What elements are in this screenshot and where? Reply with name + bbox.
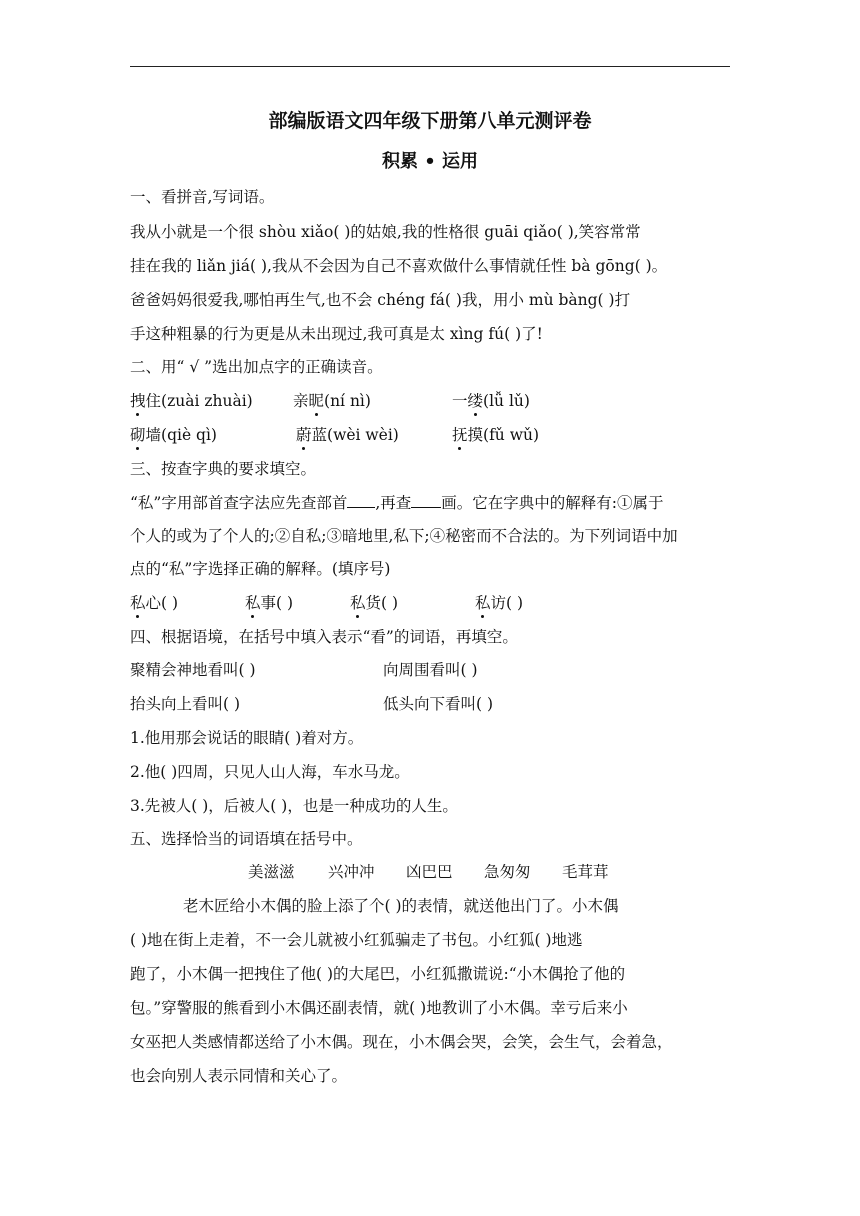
- s5-paragraph-line-4: 包。”穿警服的熊看到小木偶还副表情，就( )地教训了小木偶。幸亏后来小: [130, 999, 628, 1017]
- s3-line-3: 点的“私”字选择正确的解释。(填序号): [130, 560, 391, 578]
- s5-paragraph-line-1: 老木匠给小木偶的脸上添了个( )的表情，就送他出门了。小木偶: [183, 897, 619, 915]
- emphasis-dot-char: 拽: [130, 392, 146, 410]
- fill-blank[interactable]: [347, 492, 375, 508]
- s3-item-2: 私事( ): [245, 594, 294, 612]
- s2-item-6: 抚摸(fǔ wǔ): [452, 426, 540, 444]
- fill-blank[interactable]: [411, 492, 441, 508]
- s1-line-4: 手这种粗暴的行为更是从未出现过,我可真是太 xìng fú( )了!: [130, 325, 543, 343]
- section-2-heading: 二、用“ √ ”选出加点字的正确读音。: [130, 358, 383, 376]
- top-rule: [130, 66, 730, 67]
- doc-subtitle: 积累 • 运用: [381, 151, 479, 172]
- s4-question-3: 3.先被人( )，后被人( )，也是一种成功的人生。: [130, 797, 458, 815]
- emphasis-dot-char: 私: [350, 594, 366, 612]
- section-1-heading: 一、看拼音,写词语。: [130, 188, 275, 206]
- s4-question-2: 2.他( )四周，只见人山人海，车水马龙。: [130, 763, 410, 781]
- s2-item-2: 亲昵(ní nì): [293, 392, 371, 410]
- s5-paragraph-line-3: 跑了，小木偶一把拽住了他( )的大尾巴，小红狐撒谎说:“小木偶抢了他的: [130, 965, 626, 983]
- s4-question-1: 1.他用那会说话的眼睛( )着对方。: [130, 729, 364, 747]
- s4-item-a2: 向周围看叫( ): [383, 661, 478, 679]
- s1-line-1: 我从小就是一个很 shòu xiǎo( )的姑娘,我的性格很 guāi qiǎo( ),笑容常常: [130, 223, 641, 241]
- s3-item-1: 私心( ): [130, 594, 179, 612]
- emphasis-dot-char: 私: [130, 594, 146, 612]
- s2-item-1: 拽住(zuài zhuài): [130, 392, 253, 410]
- emphasis-dot-char: 砌: [130, 426, 146, 444]
- s2-item-5: 蔚蓝(wèi wèi): [296, 426, 399, 444]
- word-bank-item: 凶巴巴: [406, 863, 453, 881]
- s5-paragraph-line-5: 女巫把人类感情都送给了小木偶。现在，小木偶会哭，会笑，会生气，会着急，: [130, 1033, 673, 1051]
- s4-item-b1: 抬头向上看叫( ): [130, 695, 241, 713]
- word-bank-item: 兴冲冲: [328, 863, 375, 881]
- word-bank-item: 毛茸茸: [562, 863, 609, 881]
- doc-title: 部编版语文四年级下册第八单元测评卷: [268, 110, 592, 132]
- emphasis-dot-char: 私: [475, 594, 491, 612]
- s5-paragraph-line-6: 也会向别人表示同情和关心了。: [130, 1067, 348, 1085]
- s3-line-2: 个人的或为了个人的;②自私;③暗地里,私下;④秘密而不合法的。为下列词语中加: [130, 527, 678, 545]
- emphasis-dot-char: 抚: [452, 426, 468, 444]
- s1-line-3: 爸爸妈妈很爱我,哪怕再生气,也不会 chéng fá( )我，用小 mù bàng( )打: [130, 291, 631, 309]
- emphasis-dot-char: 昵: [308, 392, 325, 410]
- section-5-heading: 五、选择恰当的词语填在括号中。: [130, 830, 363, 848]
- s3-line-1: “私”字用部首查字法应先查部首 ,再查 画。它在字典中的解释有:①属于: [130, 494, 664, 512]
- s5-paragraph-line-2: ( )地在街上走着，不一会儿就被小红狐骗走了书包。小红狐( )地逃: [130, 931, 583, 949]
- s2-item-4: 砌墙(qiè qì): [130, 426, 217, 444]
- section-3-heading: 三、按查字典的要求填空。: [130, 460, 317, 478]
- s4-item-b2: 低头向下看叫( ): [383, 695, 494, 713]
- emphasis-dot-char: 缕: [467, 392, 484, 410]
- emphasis-dot-char: 蔚: [296, 426, 312, 444]
- s4-item-a1: 聚精会神地看叫( ): [130, 661, 256, 679]
- s3-item-4: 私访( ): [475, 594, 524, 612]
- section-4-heading: 四、根据语境，在括号中填入表示“看”的词语，再填空。: [130, 628, 518, 646]
- word-bank-item: 急匆匆: [484, 863, 531, 881]
- emphasis-dot-char: 私: [245, 594, 261, 612]
- word-bank-item: 美滋滋: [248, 863, 295, 881]
- s1-line-2: 挂在我的 liǎn jiá( ),我从不会因为自己不喜欢做什么事情就任性 bà gōng( )。: [130, 257, 668, 275]
- s2-item-3: 一缕(lǚ lǔ): [452, 392, 530, 410]
- s3-item-3: 私货( ): [350, 594, 399, 612]
